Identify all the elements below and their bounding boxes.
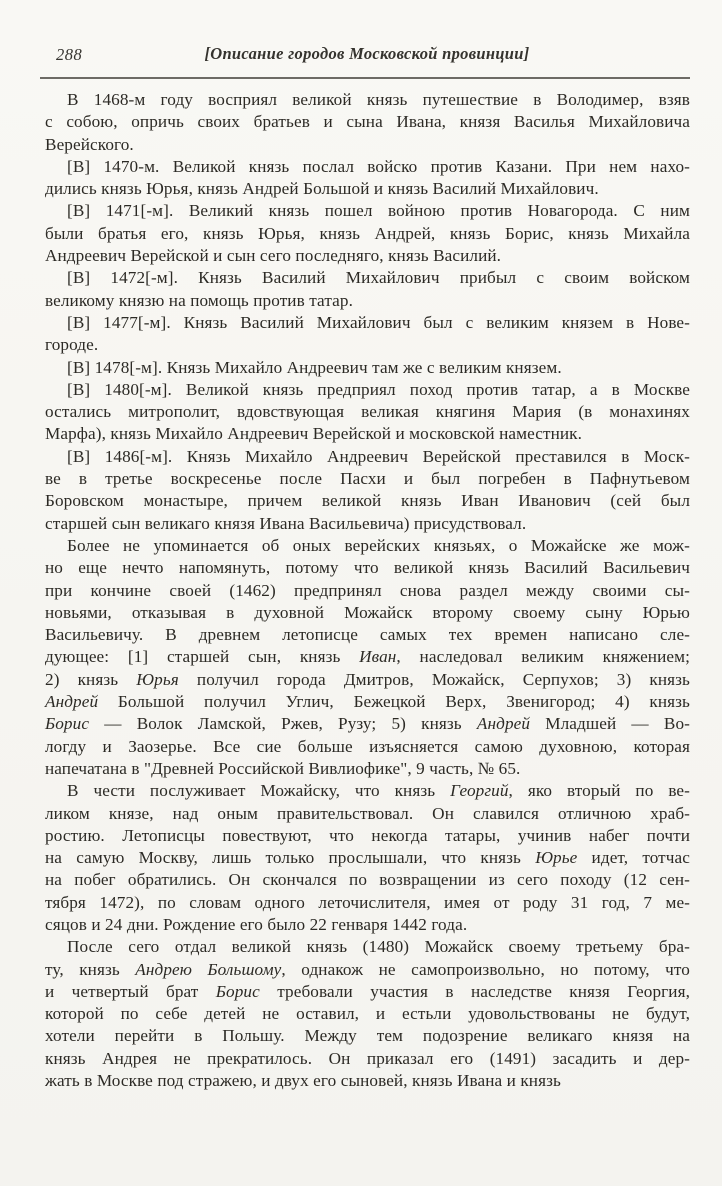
paragraph (45, 312, 690, 357)
text-line: с собою, опричь своих братьев и сына Ивана, князя Василья Михайловича (45, 112, 690, 132)
text-line: которой по себе детей не оставил, и естьли удовольствованы не будут, (45, 1004, 690, 1024)
text-line: хотели перейти в Польшу. Между тем подозрение великаго князя на (45, 1026, 690, 1046)
text-line: Боровском монастыре, причем великой князь Иван Иванович (сей был (45, 491, 690, 511)
page-number: 288 (56, 45, 83, 64)
text-line: 2) князь Юрья получил города Дмитров, Можайск, Серпухов; 3) князь (45, 669, 690, 689)
text-line: жать в Москве под стражею, и двух его сыновей, князь Ивана и князь (45, 1071, 561, 1091)
text-line: князь Андрея не прекратилось. Он приказал его (1491) засадить и дер- (45, 1048, 690, 1068)
text-line: логду и Заозерье. Все сие больше изъясняется самою духовною, которая (45, 736, 690, 756)
page-header (44, 44, 690, 68)
text-line: на самую Москву, лишь только прослышали, что князь Юрье идет, тотчас (45, 848, 690, 868)
text-line: В чести послуживает Можайску, что князь Георгий, яко вторый по ве- (67, 781, 690, 801)
text-line: дились князь Юрья, князь Андрей Большой и князь Василий Михайлович. (45, 179, 599, 199)
paragraph (45, 780, 690, 936)
text-line: дующее: [1] старшей сын, князь Иван, наследовал великим княжением; (45, 647, 690, 667)
text-line: Андреевич Верейской и сын сего последняго, князь Василий. (45, 246, 502, 266)
header-rule (40, 77, 690, 79)
text-line: Более не упоминается об оных верейских князьях, о Можайске же мож- (67, 535, 690, 555)
running-title: [Описание городов Московской провинции] (204, 44, 530, 63)
paragraph (45, 357, 690, 379)
text-line: ту, князь Андрею Большому, однакож не самопроизвольно, но потому, что (45, 959, 690, 979)
paragraph (45, 200, 690, 267)
text-line: при кончине своей (1462) предпринял снова раздел между своими сы- (45, 580, 690, 600)
text-line: ростию. Летописцы повествуют, что некогда татары, учинив набег почти (45, 825, 690, 845)
text-line: [В] 1478[-м]. Князь Михайло Андреевич там же с великим князем. (67, 357, 562, 377)
text-line: были братья его, князь Юрья, князь Андрей, князь Борис, князь Михайла (45, 223, 690, 243)
paragraph (45, 156, 690, 201)
text-line: [В] 1471[-м]. Великий князь пошел войною против Новагорода. С ним (67, 201, 690, 221)
text-line: Андрей Большой получил Углич, Бежецкой Верх, Звенигород; 4) князь (45, 692, 690, 712)
text-line: тября 1472), по словам одного леточислителя, имея от роду 31 год, 7 ме- (45, 892, 690, 912)
text-line: Верейского. (45, 134, 134, 154)
text-line: Борис — Волок Ламской, Ржев, Рузу; 5) князь Андрей Младшей — Во- (45, 714, 690, 734)
paragraph (45, 936, 690, 1092)
text-block (45, 89, 690, 1092)
text-line: ве в третье воскресенье после Пасхи и был погребен в Пафнутьевом (45, 469, 690, 489)
text-line: После сего отдал великой князь (1480) Можайск своему третьему бра- (67, 937, 690, 957)
paragraph (45, 379, 690, 446)
text-line: новьями, отказывая в духовной Можайск второму своему сыну Юрью (45, 602, 690, 622)
text-line: и четвертый брат Борис требовали участия в наследстве князя Георгия, (45, 981, 690, 1001)
text-line: [В] 1480[-м]. Великой князь предприял поход против татар, а в Москве (67, 379, 690, 399)
text-line: Васильевичу. В древнем летописце самых тех времен написано сле- (45, 625, 690, 645)
text-line: [В] 1477[-м]. Князь Василий Михайлович был с великим князем в Нове- (67, 312, 690, 332)
paragraph (45, 267, 690, 312)
text-line: В 1468-м году восприял великой князь путешествие в Володимер, взяв (67, 90, 690, 109)
text-line: [В] 1470-м. Великой князь послал войско против Казани. При нем нахо- (67, 156, 690, 176)
text-line: на побег обратились. Он скончался по возвращении из сего походу (12 сен- (45, 870, 690, 890)
text-line: [В] 1486[-м]. Князь Михайло Андреевич Верейской преставился в Моск- (67, 446, 690, 466)
text-line: напечатана в "Древней Российской Вивлиофике", 9 часть, № 65. (45, 758, 521, 778)
text-line: ликом князе, над оным правительствовал. Он славился отличною храб- (45, 803, 690, 823)
text-line: Марфа), князь Михайло Андреевич Верейской и московской наместник. (45, 424, 583, 444)
text-line: но еще нечто напомянуть, потому что великой князь Василий Васильевич (45, 558, 690, 578)
paragraph (45, 446, 690, 535)
paragraph (45, 89, 690, 156)
paragraph (45, 535, 690, 780)
text-line: старшей сын великаго князя Ивана Васильевича) присудствовал. (45, 513, 527, 533)
text-line: сяцов и 24 дни. Рождение его было 22 генваря 1442 года. (45, 914, 468, 934)
text-line: остались митрополит, вдовствующая великая княгиня Мария (в монахинях (45, 402, 690, 422)
text-line: городе. (45, 335, 99, 355)
text-line: великому князю на помощь против татар. (45, 290, 353, 310)
text-line: [В] 1472[-м]. Князь Василий Михайлович прибыл с своим войском (67, 268, 690, 288)
